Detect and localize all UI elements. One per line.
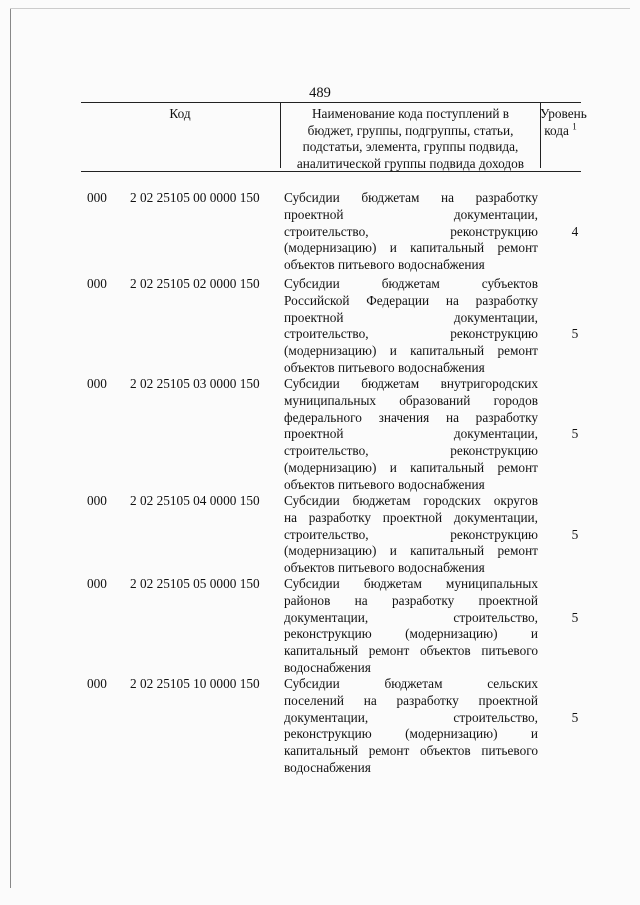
revenue-code: 2 02 25105 04 0000 150 (130, 493, 260, 508)
revenue-code: 2 02 25105 05 0000 150 (130, 576, 260, 591)
description-line: Российской Федерации на разработку (284, 292, 538, 308)
table-header (81, 102, 587, 172)
admin-code: 000 (87, 676, 107, 691)
description-line: строительство, реконструкцию (284, 443, 538, 459)
description-line: Субсидии бюджетам сельских (284, 676, 538, 691)
description-line: (модернизацию) и капитальный ремонт (284, 343, 538, 359)
description-line: реконструкцию (модернизацию) и (284, 626, 538, 642)
description-line: муниципальных образований городов (284, 392, 538, 408)
revenue-description (284, 576, 538, 677)
description-line: капитальный ремонт объектов питьевого (284, 643, 538, 659)
description-line: водоснабжения (284, 659, 371, 675)
description-line: проектной документации, (284, 206, 538, 222)
admin-code: 000 (87, 190, 107, 205)
description-line: (модернизацию) и капитальный ремонт (284, 459, 538, 475)
revenue-description (284, 676, 538, 777)
header-name-line: бюджет, группы, подгруппы, статьи, (307, 122, 514, 138)
description-line: Субсидии бюджетам субъектов (284, 276, 538, 291)
code-level: 5 (571, 326, 579, 342)
description-line: на разработку проектной документации, (284, 509, 538, 525)
description-line: поселений на разработку проектной (284, 692, 538, 708)
code-level: 5 (571, 609, 579, 625)
revenue-description (284, 493, 538, 577)
description-line: Субсидии бюджетам муниципальных (284, 576, 538, 591)
description-line: (модернизацию) и капитальный ремонт (284, 543, 538, 559)
revenue-code: 2 02 25105 03 0000 150 (130, 376, 260, 391)
code-level: 4 (571, 223, 579, 239)
revenue-description (284, 190, 538, 274)
description-line: реконструкцию (модернизацию) и (284, 726, 538, 742)
description-line: объектов питьевого водоснабжения (284, 560, 485, 576)
footnote-mark: 1 (572, 121, 577, 132)
code-level: 5 (571, 526, 579, 542)
header-name-line: подстатьи, элемента, группы подвида, (302, 139, 519, 154)
header-name-line: Наименование кода поступлений в (311, 106, 510, 121)
header-level (540, 106, 587, 139)
page-number: 489 (309, 85, 331, 101)
description-line: документации, строительство, (284, 609, 538, 625)
description-line: проектной документации, (284, 426, 538, 442)
description-line: объектов питьевого водоснабжения (284, 257, 485, 273)
description-line: федерального значения на разработку (284, 409, 538, 425)
description-line: районов на разработку проектной (284, 592, 538, 608)
admin-code: 000 (87, 576, 107, 591)
revenue-code: 2 02 25105 10 0000 150 (130, 676, 260, 691)
description-line: Субсидии бюджетам внутригородских (284, 376, 538, 391)
header-name-line: аналитической группы подвида доходов (296, 155, 525, 171)
admin-code: 000 (87, 276, 107, 291)
scan-frame-top (10, 8, 630, 9)
header-name (280, 103, 541, 171)
description-line: (модернизацию) и капитальный ремонт (284, 240, 538, 256)
code-level: 5 (571, 426, 579, 442)
header-level-line1: Уровень (540, 106, 587, 121)
description-line: Субсидии бюджетам на разработку (284, 190, 538, 205)
description-line: объектов питьевого водоснабжения (284, 359, 485, 375)
description-line: строительство, реконструкцию (284, 326, 538, 342)
description-line: проектной документации, (284, 309, 538, 325)
revenue-description (284, 276, 538, 377)
description-line: строительство, реконструкцию (284, 223, 538, 239)
revenue-description (284, 376, 538, 494)
header-code: Код (169, 106, 191, 121)
code-level: 5 (571, 709, 579, 725)
description-line: объектов питьевого водоснабжения (284, 476, 485, 492)
admin-code: 000 (87, 376, 107, 391)
description-line: строительство, реконструкцию (284, 526, 538, 542)
description-line: капитальный ремонт объектов питьевого (284, 743, 538, 759)
revenue-code: 2 02 25105 02 0000 150 (130, 276, 260, 291)
description-line: водоснабжения (284, 759, 371, 775)
scan-frame-left (10, 8, 11, 888)
header-level-line2: кода $^1$ (544, 121, 577, 138)
description-line: Субсидии бюджетам городских округов (284, 493, 538, 508)
revenue-code: 2 02 25105 00 0000 150 (130, 190, 260, 205)
description-line: документации, строительство, (284, 709, 538, 725)
admin-code: 000 (87, 493, 107, 508)
